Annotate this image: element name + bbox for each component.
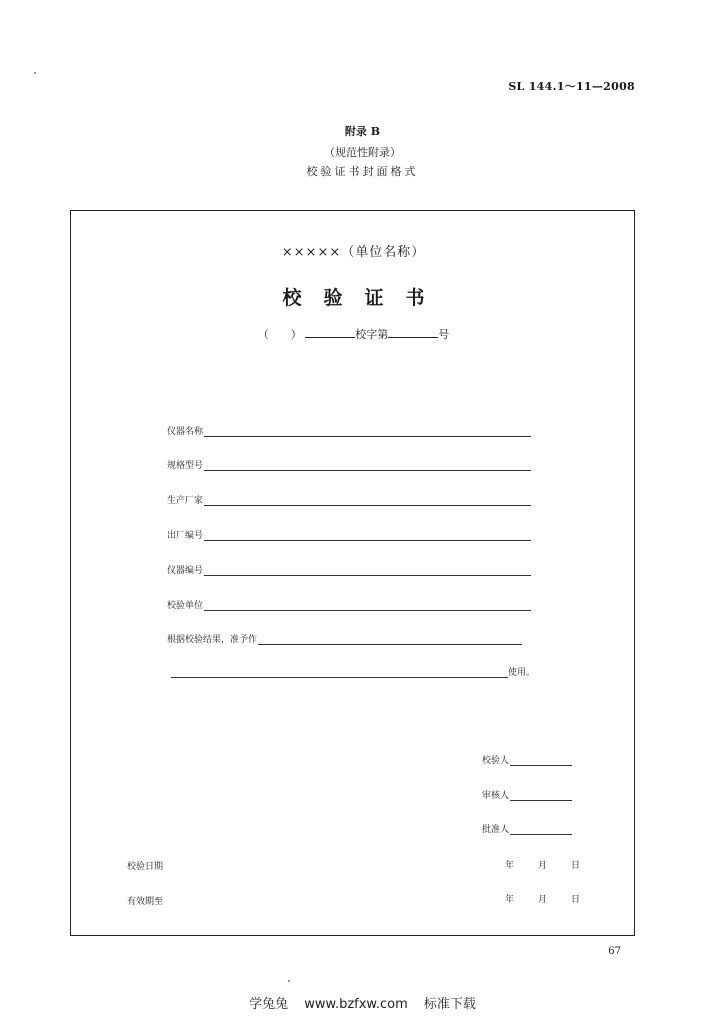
field-blank-line[interactable] [204,538,531,541]
day-label: 日 [570,895,580,905]
field-blank-line[interactable] [204,608,531,611]
appendix-caption: 校验证书封面格式 [306,165,419,178]
footer-watermark [0,993,725,1012]
field-blank-line[interactable] [204,468,531,471]
field-label: 根据校验结果，准予作 [167,635,258,645]
field-label: 出厂编号 [167,531,204,541]
year-label: 年 [505,861,515,871]
valid-until-label: 有效期至 [127,897,164,907]
field-blank-line[interactable] [204,573,531,576]
page-number: 67 [608,946,621,957]
usage-text: 使用。 [508,668,536,678]
field-blank-line[interactable] [258,642,522,645]
footer-url[interactable]: www.bzfxw.com [304,997,408,1012]
unit-name-line: ×××××（单位名称） [281,245,426,260]
field-blank-line[interactable] [204,434,531,437]
standard-code: SL 144.1～11—2008 [508,80,635,93]
signature-reviewer [482,788,572,801]
field-manufacturer [167,490,531,506]
month-label: 月 [537,861,547,871]
field-blank-line[interactable] [204,503,531,506]
usage-blank-line[interactable] [171,675,508,678]
certificate-cover-frame [70,210,635,936]
field-label: 仪器名称 [167,427,204,437]
field-instrument-number [167,560,531,576]
footer-site-name: 学兔兔 [249,997,289,1012]
number-blank-2[interactable] [388,327,438,338]
signature-label: 校验人 [482,756,510,766]
number-prefix: （ ） [257,328,302,341]
scan-speck [288,980,290,982]
calibration-date-label: 校验日期 [127,862,164,872]
certificate-number [71,326,636,342]
number-blank-1[interactable] [305,327,355,338]
signature-blank-line[interactable] [510,798,572,801]
calibration-date-parts [505,858,580,871]
field-label: 生产厂家 [167,496,204,506]
signature-label: 审核人 [482,791,510,801]
signature-blank-line[interactable] [510,832,572,835]
number-mid: 校字第 [355,328,389,341]
field-instrument-name [167,421,531,437]
field-approval-statement [167,629,522,645]
usage-line [171,665,535,678]
month-label: 月 [537,895,547,905]
certificate-title: 校验证书 [282,287,447,309]
day-label: 日 [570,861,580,871]
number-suffix: 号 [438,328,450,341]
signature-blank-line[interactable] [510,763,572,766]
field-model [167,455,531,471]
field-calibration-unit [167,595,531,611]
field-label: 校验单位 [167,601,204,611]
footer-tagline: 标准下载 [423,997,476,1012]
year-label: 年 [505,895,515,905]
appendix-type: （规范性附录） [324,146,401,159]
appendix-title: 附录 B [344,125,381,138]
valid-until-parts [505,892,580,905]
signature-label: 批准人 [482,825,510,835]
field-label: 仪器编号 [167,566,204,576]
signature-approver [482,822,572,835]
field-factory-number [167,525,531,541]
signature-calibrator [482,753,572,766]
field-label: 规格型号 [167,461,204,471]
scan-speck [34,72,36,74]
